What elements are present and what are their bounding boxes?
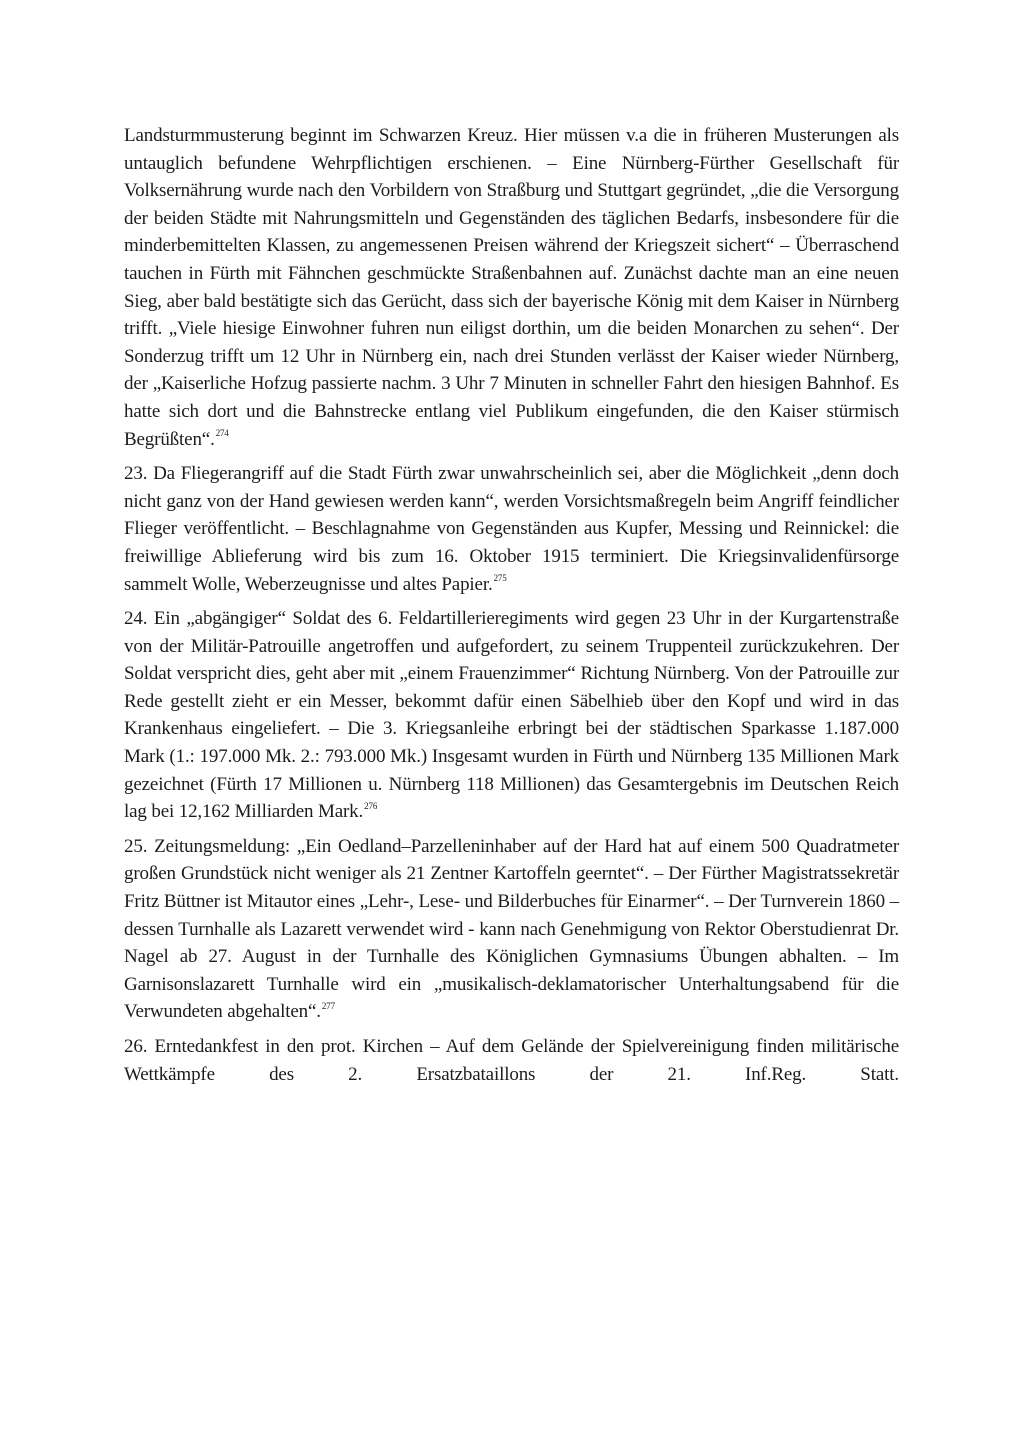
paragraph-text: 25. Zeitungsmeldung: „Ein Oedland–Parzelleninhaber auf der Hard hat auf einem 500 Quadratmeter großen Grundstück nicht weniger als 21 Zentner Kartoffeln geerntet“. – Der Fürther Magistratssekretär Fritz Büttner ist Mitautor eines „Lehr-, Lese- und Bilderbuches für Einarmer“. – Der Turnverein 1860 – dessen Turnhalle als Lazarett verwendet wird - kann nach Genehmigung von Rektor Oberstudienrat Dr. Nagel ab 27. August in der Turnhalle des Königlichen Gymnasiums Übungen abhalten. – Im Garnisonslazarett Turnhalle wird ein „musikalisch-deklamatorischer Unterhaltungsabend für die Verwundeten abgehalten“. <box>124 835 899 1023</box>
footnote-marker: 275 <box>493 573 507 584</box>
paragraph-entry-25 <box>124 833 899 1026</box>
footnote-marker: 274 <box>215 428 229 439</box>
paragraph-text: 23. Da Fliegerangriff auf die Stadt Fürth zwar unwahrscheinlich sei, aber die Möglichkeit „denn doch nicht ganz von der Hand gewiesen werden kann“, werden Vorsichtsmaßregeln beim Angriff feindlicher Flieger veröffentlicht. – Beschlagnahme von Gegenständen aus Kupfer, Messing und Reinnickel: die freiwillige Ablieferung wird bis zum 16. Oktober 1915 terminiert. Die Kriegsinvalidenfürsorge sammelt Wolle, Weberzeugnisse und altes Papier. <box>124 463 899 595</box>
paragraph-entry-24 <box>124 605 899 826</box>
paragraph-entry-23 <box>124 460 899 598</box>
footnote-marker: 276 <box>364 800 378 811</box>
paragraph-text: Landsturmmusterung beginnt im Schwarzen Kreuz. Hier müssen v.a die in früheren Musterungen als untauglich befundene Wehrpflichtigen erschienen. – Eine Nürnberg-Fürther Gesellschaft für Volksernährung wurde nach den Vorbildern von Straßburg und Stuttgart gegründet, „die die Versorgung der beiden Städte mit Nahrungsmitteln und Gegenständen des täglichen Bedarfs, insbesondere für die minderbemittelten Klassen, zu angemessenen Preisen während der Kriegszeit sichert“ – Überraschend tauchen in Fürth mit Fähnchen geschmückte Straßenbahnen auf. Zunächst dachte man an eine neuen Sieg, aber bald bestätigte sich das Gerücht, dass sich der bayerische König mit dem Kaiser in Nürnberg trifft. „Viele hiesige Einwohner fuhren nun eiligst dorthin, um die beiden Monarchen zu sehen“. Der Sonderzug trifft um 12 Uhr in Nürnberg ein, nach drei Stunden verlässt der Kaiser wieder Nürnberg, der „Kaiserliche Hofzug passierte nachm. 3 Uhr 7 Minuten in schneller Fahrt den hiesigen Bahnhof. Es hatte sich dort und die Bahnstrecke entlang viel Publikum eingefunden, die den Kaiser stürmisch Begrüßten“. <box>124 125 899 450</box>
paragraph-entry-26 <box>124 1033 899 1088</box>
paragraph-intro <box>124 122 899 453</box>
document-page <box>124 122 899 1095</box>
paragraph-text: 24. Ein „abgängiger“ Soldat des 6. Feldartillerieregiments wird gegen 23 Uhr in der Kurgartenstraße von der Militär-Patrouille angetroffen und aufgefordert, zu seinem Truppenteil zurückzukehren. Der Soldat verspricht dies, geht aber mit „einem Frauenzimmer“ Richtung Nürnberg. Von der Patrouille zur Rede gestellt zieht er ein Messer, bekommt dafür einen Säbelhieb über den Kopf und wird in das Krankenhaus eingeliefert. – Die 3. Kriegsanleihe erbringt bei der städtischen Sparkasse 1.187.000 Mark (1.: 197.000 Mk. 2.: 793.000 Mk.) Insgesamt wurden in Fürth und Nürnberg 135 Millionen Mark gezeichnet (Fürth 17 Millionen u. Nürnberg 118 Millionen) das Gesamtergebnis im Deutschen Reich lag bei 12,162 Milliarden Mark. <box>124 608 899 823</box>
paragraph-text: 26. Erntedankfest in den prot. Kirchen – Auf dem Gelände der Spielvereinigung finden militärische Wettkämpfe des 2. Ersatzbataillons der 21. Inf.Reg. Statt. <box>124 1036 899 1085</box>
footnote-marker: 277 <box>321 1001 335 1012</box>
